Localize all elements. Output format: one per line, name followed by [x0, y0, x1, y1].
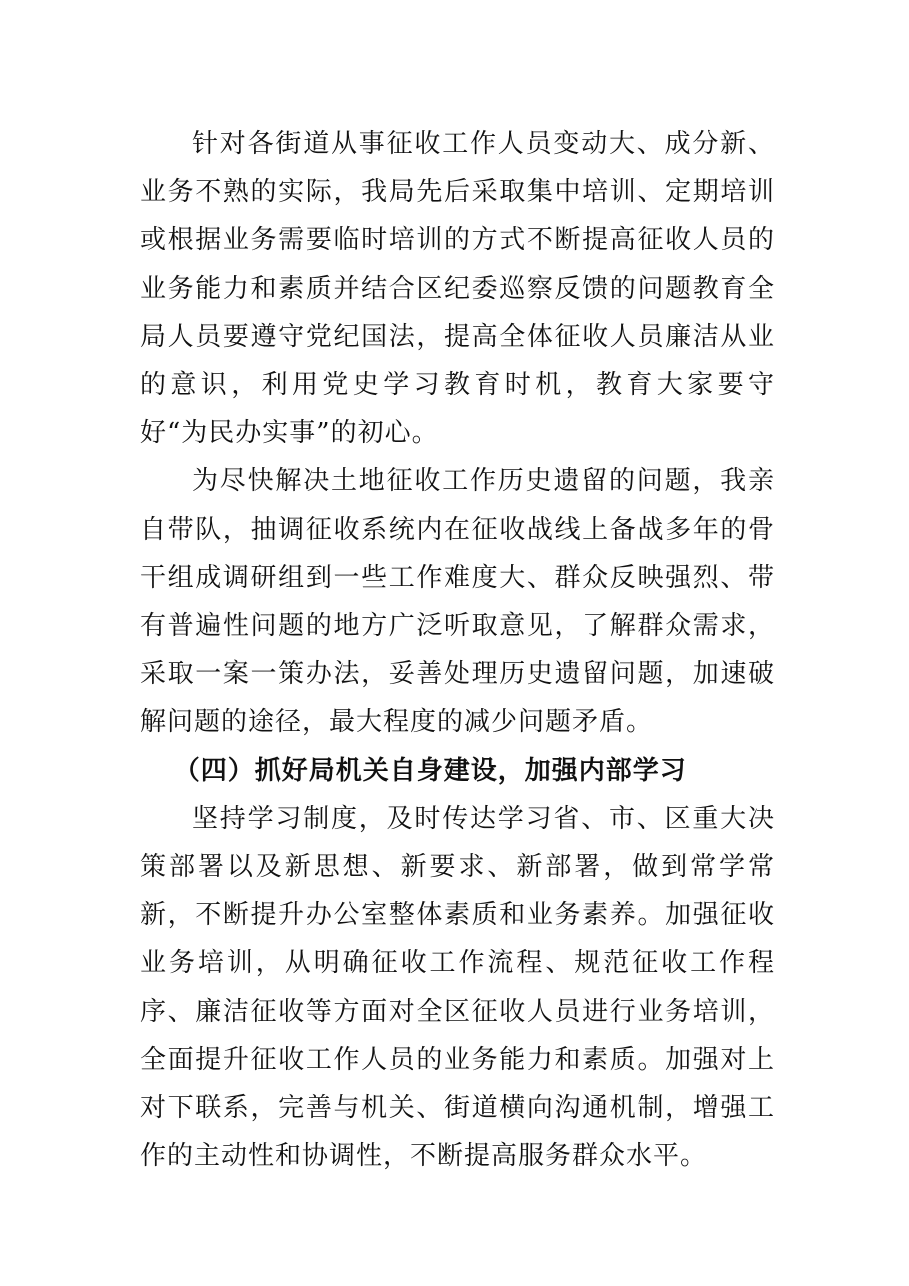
- section-heading: （四）抓好局机关自身建设，加强内部学习: [173, 755, 687, 786]
- paragraph-internal-learning: 坚持学习制度，及时传达学习省、市、区重大决策部署以及新思想、新要求、新部署，做到常学常新，不断提升办公室整体素质和业务素养。加强征收业务培训，从明确征收工作流程、规范征收工作程序、廉洁征收等方面对全区征收人员进行业务培训，全面提升征收工作人员的业务能力和素质。加强对上对下联系，完善与机关、街道横向沟通机制，增强工作的主动性和协调性，不断提高服务群众水平。: [140, 803, 775, 1172]
- paragraph-training: 针对各街道从事征收工作人员变动大、成分新、业务不熟的实际，我局先后采取集中培训、定期培训或根据业务需要临时培训的方式不断提高征收人员的业务能力和素质并结合区纪委巡察反馈的问题教育全局人员要遵守党纪国法，提高全体征收人员廉洁从业的意识，利用党史学习教育时机，教育大家要守好“为民办实事”的初心。: [140, 129, 775, 449]
- paragraph-legacy-issues: 为尽快解决土地征收工作历史遗留的问题，我亲自带队，抽调征收系统内在征收战线上备战多年的骨干组成调研组到一些工作难度大、群众反映强烈、带有普遍性问题的地方广泛听取意见，了解群众需求，采取一案一策办法，妥善处理历史遗留问题，加速破解问题的途径，最大程度的减少问题矛盾。: [140, 466, 775, 738]
- document-body: [140, 120, 775, 1180]
